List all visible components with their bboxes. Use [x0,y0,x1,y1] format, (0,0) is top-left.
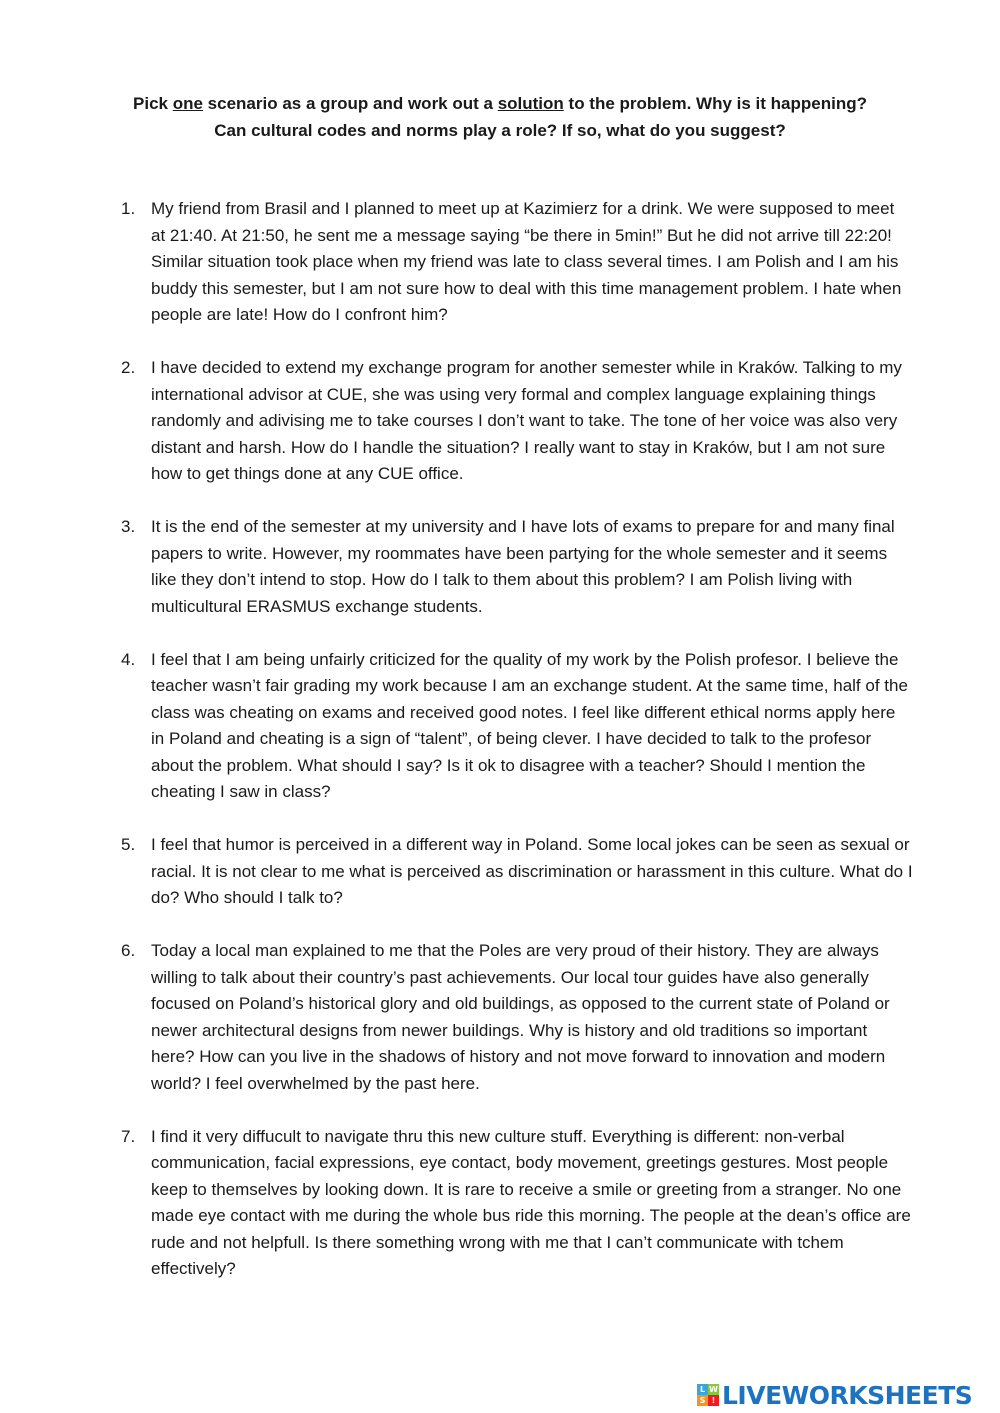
scenario-number: 4. [121,649,136,669]
scenario-list [113,196,913,1309]
instructions-text: to the problem. Why is it happening? [563,94,867,113]
instructions-underlined-one: one [172,94,203,113]
scenario-number: 2. [121,358,136,377]
liveworksheets-logo-icon [697,1384,719,1406]
logo-mark-cell: S [697,1395,708,1406]
logo-mark-cell: ! [708,1395,719,1406]
scenario-number: 1. [121,199,136,218]
instructions-heading [100,90,900,144]
scenario-number: 5. [121,835,136,854]
scenario-item-6 [113,938,913,1097]
scenario-text: I have decided to extend my exchange program for another semester while in Kraków. Talking to my international advisor at CUE, she was using very formal and complex language explaining things randomly and adivising me to take courses I don’t want to take. The tone of her voice was also very distant and harsh. How do I handle the situation? I really want to stay in Kraków, but I am not sure how to get things done at any CUE office. [151,358,902,483]
scenario-item-2 [113,355,913,488]
instructions-text: scenario as a group and work out a [202,94,498,113]
scenario-text: It is the end of the semester at my university and I have lots of exams to prepare for and many final papers to write. However, my roommates have been partying for the whole semester and it seems like they don’t intend to stop. How do I talk to them about this problem? I am Polish living with multicultural ERASMUS exchange students. [151,517,895,616]
scenario-number: 7. [121,1126,136,1146]
logo-mark-cell: L [697,1384,708,1395]
liveworksheets-logo-text: LIVEWORKSHEETS [722,1380,973,1410]
instructions-line-2: Can cultural codes and norms play a role? If so, what do you suggest? [214,121,786,140]
scenario-text: My friend from Brasil and I planned to meet up at Kazimierz for a drink. We were supposed to meet at 21:40. At 21:50, he sent me a message saying “be there in 5min!” But he did not arrive till 22:20! Similar situation took place when my friend was late to class several times. I am Polish and I am his buddy this semester, but I am not sure how to deal with this time management problem. I hate when people are late! How do I confront him? [151,199,902,324]
scenario-number: 3. [121,517,136,536]
scenario-text: I feel that I am being unfairly criticized for the quality of my work by the Polish profesor. I believe the teacher wasn’t fair grading my work because I am an exchange student. At the same time, half of the class was cheating on exams and received good notes. I feel like different ethical norms apply here in Poland and cheating is a sign of “talent”, of being clever. I have decided to talk to the profesor about the problem. What should I say? Is it ok to disagree with a teacher? Should I mention the cheating I saw in class? [151,649,908,801]
scenario-number: 6. [121,941,136,960]
scenario-item-1 [113,196,913,329]
instructions-text: Pick [133,94,173,113]
scenario-text: I feel that humor is perceived in a different way in Poland. Some local jokes can be seen as sexual or racial. It is not clear to me what is perceived as discrimination or harassment in this culture. What do I do? Who should I talk to? [151,835,913,907]
scenario-text: I find it very diffucult to navigate thru this new culture stuff. Everything is different: non-verbal communication, facial expressions, eye contact, body movement, greetings gestures. Most people keep to themselves by looking down. It is rare to receive a smile or greeting from a stranger. No one made eye contact with me during the whole bus ride this morning. The people at the dean’s office are rude and not helpfull. Is there something wrong with me that I can’t communicate with tchem effectively? [151,1126,911,1278]
scenario-item-3 [113,514,913,620]
instructions-line-1 [100,90,900,117]
liveworksheets-logo [697,1381,972,1409]
scenario-item-5 [113,832,913,912]
scenario-item-4 [113,647,913,806]
instructions-underlined-solution: solution [497,94,564,113]
scenario-item-7 [113,1124,913,1283]
scenario-text: Today a local man explained to me that the Poles are very proud of their history. They are always willing to talk about their country’s past achievements. Our local tour guides have also generally focused on Poland’s historical glory and old buildings, as opposed to the current state of Poland or newer architectural designs from newer buildings. Why is history and old traditions so important here? How can you live in the shadows of history and not move forward to innovation and modern world? I feel overwhelmed by the past here. [151,941,890,1093]
logo-mark-cell: W [709,1385,718,1394]
